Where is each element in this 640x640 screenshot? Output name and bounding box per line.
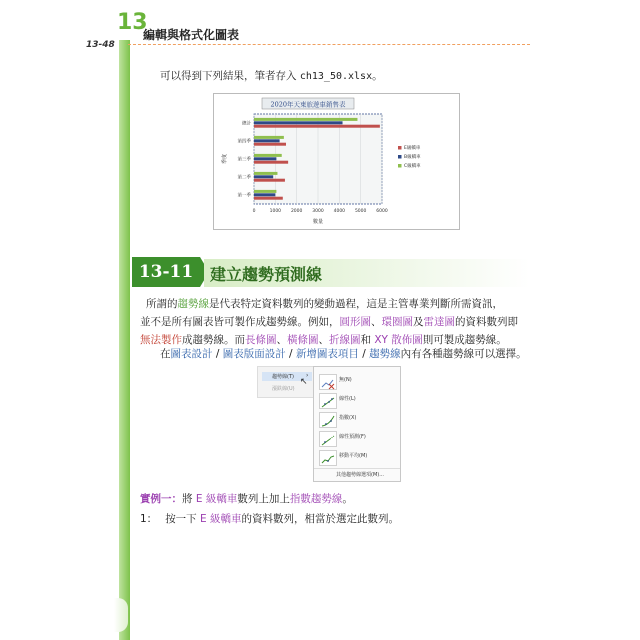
trendline-menu bbox=[313, 366, 401, 482]
bar bbox=[254, 172, 277, 175]
legend-swatch bbox=[398, 146, 402, 150]
page-curl-decoration bbox=[114, 598, 128, 632]
example-label: 實例一： bbox=[140, 493, 182, 505]
term-exponential-trendline: 指數趨勢線 bbox=[289, 493, 343, 505]
term-cannot: 無法製作 bbox=[140, 334, 182, 346]
bar bbox=[254, 197, 283, 200]
x-tick-label: 5000 bbox=[354, 209, 367, 214]
menu-more-trendline-options[interactable]: 其他趨勢線選項(M)... bbox=[336, 472, 384, 478]
text-run: 則可製成趨勢線。 bbox=[422, 334, 507, 346]
bar bbox=[254, 157, 276, 160]
text-run: 將 bbox=[182, 493, 196, 505]
legend-swatch bbox=[398, 155, 402, 159]
menu-trendline-forecast-label: 線性預測(F) bbox=[339, 434, 366, 440]
x-axis-label: 數量 bbox=[312, 219, 324, 225]
chevron-right-icon: › bbox=[306, 372, 309, 379]
term-radar: 雷達圖 bbox=[423, 316, 455, 328]
y-tick-label: 第二季 bbox=[237, 175, 251, 181]
term-e-class: E 級轎車 bbox=[200, 513, 242, 525]
menu-trendline-none[interactable] bbox=[317, 372, 397, 390]
trend-forecast-icon bbox=[319, 431, 337, 447]
term-bar: 橫條圖 bbox=[287, 334, 319, 346]
menu-item-updown-bars[interactable]: 漲跌線(U) bbox=[272, 386, 295, 392]
text-run: 數列上加上 bbox=[237, 493, 290, 505]
text-run: 及 bbox=[413, 316, 424, 328]
term-column: 長條圖 bbox=[245, 334, 277, 346]
paragraph-1 bbox=[140, 295, 536, 349]
step-number: 1： bbox=[140, 513, 158, 525]
section-title: 建立趨勢預測線 bbox=[210, 265, 323, 284]
mouse-cursor-icon: ↖ bbox=[300, 377, 308, 387]
trend-exponential-icon bbox=[319, 412, 337, 428]
text-run: 和 bbox=[360, 334, 375, 346]
term-e-class: E 級轎車 bbox=[195, 493, 238, 505]
menu-trendline-exponential[interactable] bbox=[317, 410, 397, 428]
bar bbox=[254, 118, 357, 121]
text-run: 的資料數列即 bbox=[455, 316, 518, 328]
menu-trendline-linear-label: 線性(L) bbox=[339, 396, 356, 402]
trend-none-icon bbox=[319, 374, 337, 390]
text-run: / bbox=[285, 348, 296, 360]
text-run: 、 bbox=[318, 334, 329, 346]
text-run: 在 bbox=[160, 348, 171, 360]
example-line bbox=[140, 490, 353, 508]
menu-trendline-exponential-label: 指數(X) bbox=[339, 415, 357, 421]
text-run: 。 bbox=[342, 493, 353, 505]
menu-divider bbox=[314, 468, 400, 469]
term-doughnut: 環圈圖 bbox=[381, 316, 413, 328]
bar bbox=[254, 175, 273, 178]
header-divider bbox=[128, 44, 530, 45]
section-number: 13-11 bbox=[132, 257, 200, 287]
text-run: / bbox=[212, 348, 223, 360]
term-scatter: XY 散佈圖 bbox=[374, 334, 423, 346]
bar-chart bbox=[214, 94, 459, 229]
text-run: 內有各種趨勢線可以選擇。 bbox=[400, 348, 527, 360]
add-element-submenu bbox=[257, 366, 315, 398]
y-tick-label: 第三季 bbox=[237, 157, 251, 163]
y-axis-label: 季度 bbox=[222, 153, 228, 165]
intro-filename: ch13_50.xlsx bbox=[299, 71, 373, 82]
legend-label: C級轎車 bbox=[404, 164, 421, 169]
bar bbox=[254, 143, 286, 146]
term-line: 折線圖 bbox=[329, 334, 361, 346]
chart-figure bbox=[213, 93, 460, 230]
text-run: 並不是所有圖表皆可製作成趨勢線。例如， bbox=[140, 316, 340, 328]
bar bbox=[254, 179, 285, 182]
page-number: 13-48 bbox=[86, 40, 115, 50]
intro-line bbox=[160, 67, 383, 86]
chart-title: 2020年天東旅遊車銷售表 bbox=[270, 100, 346, 109]
x-tick-label: 6000 bbox=[376, 209, 388, 214]
chapter-title: 編輯與格式化圖表 bbox=[143, 28, 240, 42]
x-tick-label: 3000 bbox=[312, 209, 324, 214]
trend-moving-average-icon bbox=[319, 450, 337, 466]
x-tick-label: 2000 bbox=[290, 209, 303, 214]
paragraph-1-line-2 bbox=[140, 313, 536, 331]
bar bbox=[254, 121, 343, 124]
intro-suffix: 。 bbox=[372, 70, 383, 82]
text-run: 所謂的 bbox=[146, 298, 178, 310]
path-chart-layout: 圖表版面設計 bbox=[222, 348, 286, 360]
paragraph-1-line-1 bbox=[146, 295, 536, 313]
path-chart-design: 圖表設計 bbox=[170, 348, 213, 360]
menu-trendline-forecast[interactable] bbox=[317, 429, 397, 447]
margin-green-bar bbox=[119, 40, 130, 640]
bar bbox=[254, 193, 275, 196]
text-run: / bbox=[358, 348, 370, 360]
text-run: 、 bbox=[371, 316, 382, 328]
bar bbox=[254, 136, 284, 139]
term-pie: 圓形圖 bbox=[339, 316, 371, 328]
menu-trendline-moving-average-label: 移動平均(M) bbox=[339, 453, 368, 459]
x-tick-label: 4000 bbox=[333, 209, 346, 214]
path-trendline: 趨勢線 bbox=[369, 348, 401, 360]
menu-item-trendline-label: 趨勢線(T) bbox=[272, 374, 294, 380]
text-run: 的資料數列，相當於選定此數列。 bbox=[241, 513, 400, 525]
bar bbox=[254, 190, 276, 193]
step-1 bbox=[140, 510, 399, 528]
text-run: 是代表特定資料數列的變動過程，這是主管專業判斷所需資訊， bbox=[209, 298, 503, 310]
section-title-band bbox=[204, 259, 530, 287]
bar bbox=[254, 139, 280, 142]
text-run: 成趨勢線。而 bbox=[182, 334, 245, 346]
intro-text: 可以得到下列結果，筆者存入 bbox=[160, 70, 300, 82]
menu-trendline-linear[interactable] bbox=[317, 391, 397, 409]
legend-swatch bbox=[398, 164, 402, 168]
x-tick-label: 1000 bbox=[269, 209, 282, 214]
trend-linear-icon bbox=[319, 393, 337, 409]
x-tick-label: 0 bbox=[252, 209, 256, 214]
text-run: 按一下 bbox=[165, 513, 201, 525]
bar bbox=[254, 154, 282, 157]
legend-label: E級轎車 bbox=[404, 146, 421, 151]
chapter-number: 13 bbox=[117, 10, 148, 35]
text-run: 、 bbox=[276, 334, 287, 346]
y-tick-label: 第一季 bbox=[237, 193, 251, 199]
menu-trendline-none-label: 無(N) bbox=[339, 377, 352, 383]
menu-trendline-moving-average[interactable] bbox=[317, 448, 397, 466]
legend-label: B級轎車 bbox=[404, 155, 421, 160]
bar bbox=[254, 161, 288, 164]
y-tick-label: 第四季 bbox=[237, 139, 251, 145]
term-trendline: 趨勢線 bbox=[177, 298, 209, 310]
bar bbox=[254, 125, 380, 128]
path-add-element: 新增圖表項目 bbox=[295, 348, 359, 360]
paragraph-2 bbox=[160, 345, 527, 363]
y-tick-label: 總計 bbox=[242, 121, 251, 127]
